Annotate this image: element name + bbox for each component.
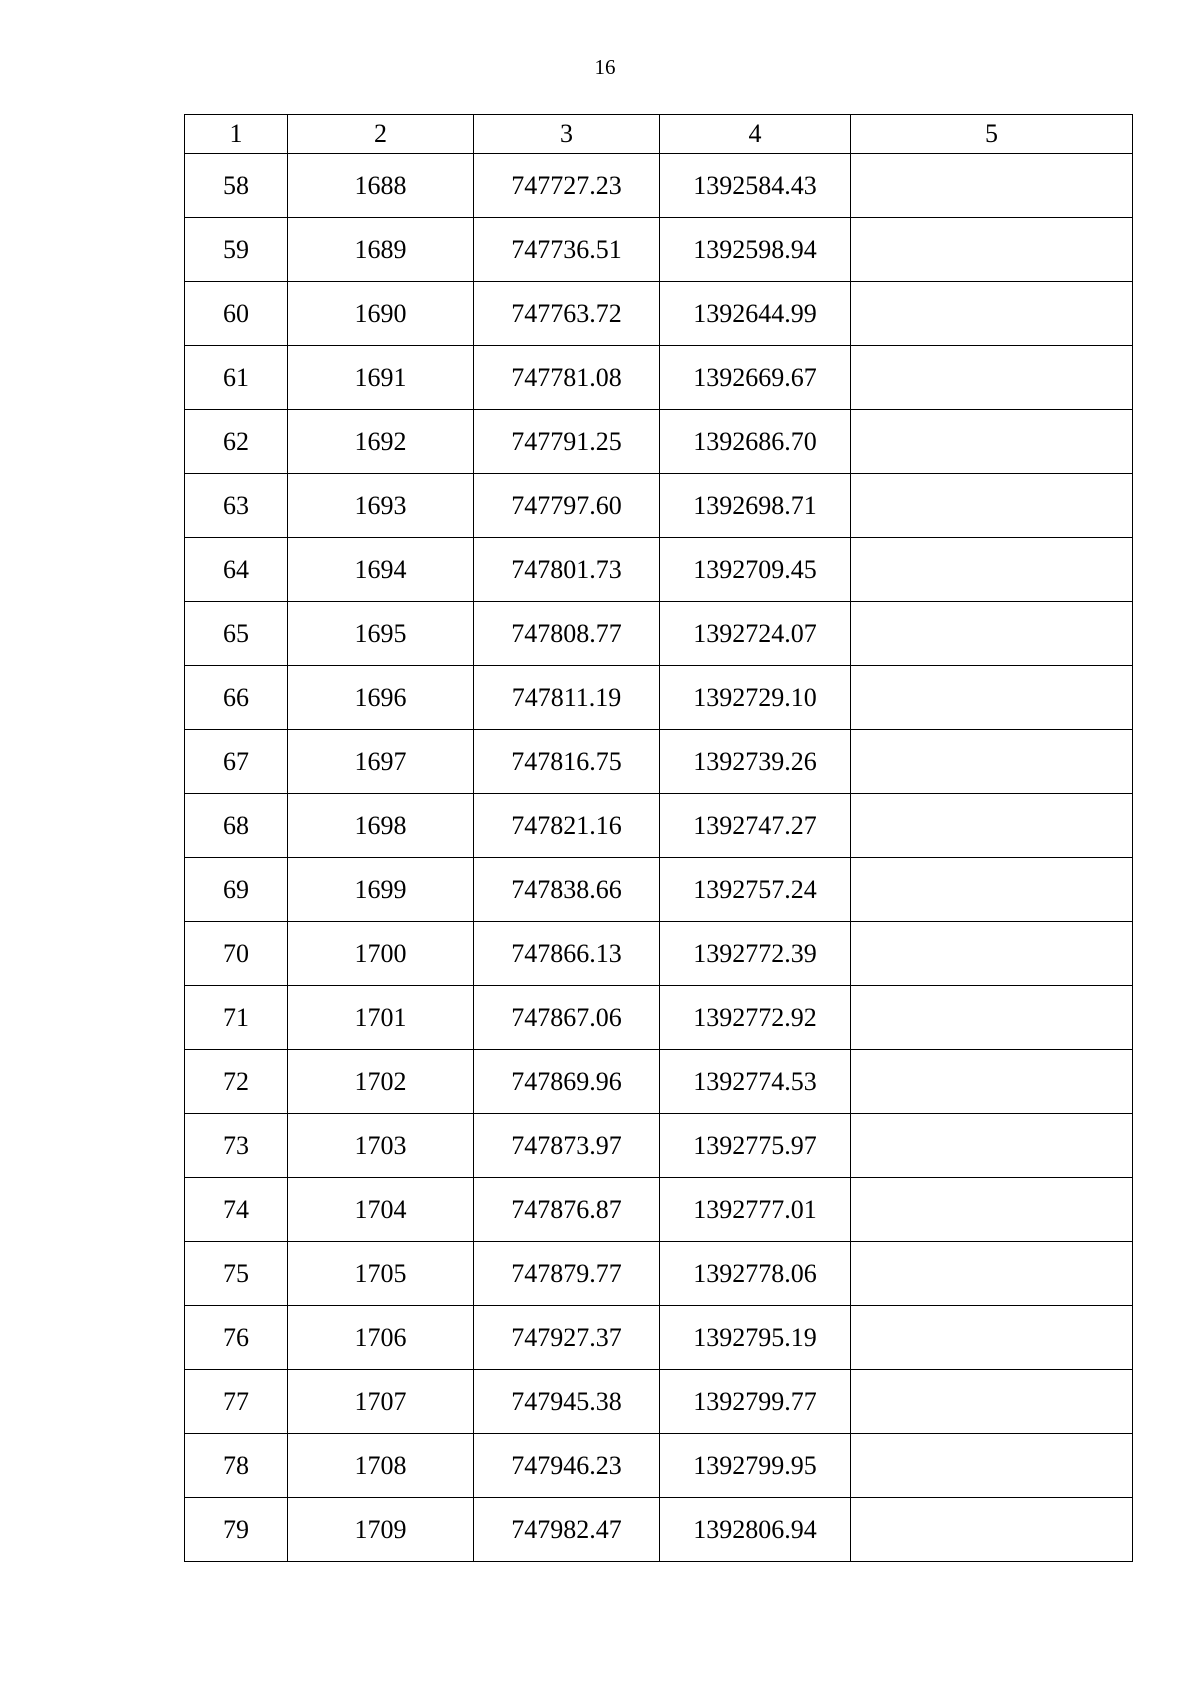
page-number: 16 <box>594 55 616 79</box>
table-cell <box>851 858 1133 922</box>
table-cell <box>851 730 1133 794</box>
table-cell: 1697 <box>288 730 474 794</box>
table-cell: 1392709.45 <box>660 538 851 602</box>
table-cell <box>851 346 1133 410</box>
table-cell: 747781.08 <box>474 346 660 410</box>
table-cell: 747808.77 <box>474 602 660 666</box>
table-cell <box>851 922 1133 986</box>
table-cell: 1392775.97 <box>660 1114 851 1178</box>
table-cell: 747879.77 <box>474 1242 660 1306</box>
table-cell: 1392799.77 <box>660 1370 851 1434</box>
table-cell: 1392778.06 <box>660 1242 851 1306</box>
table-cell: 747811.19 <box>474 666 660 730</box>
table-cell: 1392669.67 <box>660 346 851 410</box>
table-cell <box>851 1434 1133 1498</box>
table-body <box>185 154 1133 1562</box>
table-cell: 1392686.70 <box>660 410 851 474</box>
table-cell: 1704 <box>288 1178 474 1242</box>
table-cell: 1392799.95 <box>660 1434 851 1498</box>
table-cell: 747867.06 <box>474 986 660 1050</box>
table-cell <box>851 1178 1133 1242</box>
table-cell: 747797.60 <box>474 474 660 538</box>
table-row <box>185 986 1133 1050</box>
table-cell: 1392698.71 <box>660 474 851 538</box>
table-cell: 1694 <box>288 538 474 602</box>
table-cell: 77 <box>185 1370 288 1434</box>
table-row <box>185 1370 1133 1434</box>
table-cell: 1392729.10 <box>660 666 851 730</box>
table-cell: 1392777.01 <box>660 1178 851 1242</box>
column-header: 5 <box>851 115 1133 154</box>
table-cell: 1700 <box>288 922 474 986</box>
table-cell <box>851 474 1133 538</box>
table-row <box>185 1498 1133 1562</box>
table-cell <box>851 602 1133 666</box>
table-cell <box>851 1370 1133 1434</box>
table-cell <box>851 410 1133 474</box>
table-cell: 1698 <box>288 794 474 858</box>
table-cell: 747821.16 <box>474 794 660 858</box>
table-row <box>185 538 1133 602</box>
table-cell: 747982.47 <box>474 1498 660 1562</box>
table-cell: 59 <box>185 218 288 282</box>
table-cell: 1702 <box>288 1050 474 1114</box>
table-row <box>185 474 1133 538</box>
table-cell: 1707 <box>288 1370 474 1434</box>
table-cell: 1392772.92 <box>660 986 851 1050</box>
table-cell <box>851 1498 1133 1562</box>
table-cell: 1701 <box>288 986 474 1050</box>
table-cell: 747763.72 <box>474 282 660 346</box>
table-header <box>185 115 1133 154</box>
table-cell: 747736.51 <box>474 218 660 282</box>
table-cell <box>851 538 1133 602</box>
table-cell: 61 <box>185 346 288 410</box>
table-cell: 70 <box>185 922 288 986</box>
column-header: 4 <box>660 115 851 154</box>
table-cell: 1392774.53 <box>660 1050 851 1114</box>
table-cell: 1392644.99 <box>660 282 851 346</box>
table-cell: 1705 <box>288 1242 474 1306</box>
table-cell: 747876.87 <box>474 1178 660 1242</box>
table-cell: 747866.13 <box>474 922 660 986</box>
table-cell: 1708 <box>288 1434 474 1498</box>
table-row <box>185 218 1133 282</box>
table-cell <box>851 218 1133 282</box>
table-cell: 66 <box>185 666 288 730</box>
table-cell: 1692 <box>288 410 474 474</box>
table-cell: 62 <box>185 410 288 474</box>
table-cell: 65 <box>185 602 288 666</box>
table-cell: 75 <box>185 1242 288 1306</box>
table-cell: 1688 <box>288 154 474 218</box>
table-row <box>185 922 1133 986</box>
table-row <box>185 1434 1133 1498</box>
table-cell <box>851 282 1133 346</box>
table-row <box>185 730 1133 794</box>
table-cell: 1689 <box>288 218 474 282</box>
table-row <box>185 794 1133 858</box>
table-cell: 78 <box>185 1434 288 1498</box>
table-cell: 747816.75 <box>474 730 660 794</box>
table-cell <box>851 1242 1133 1306</box>
table-cell: 76 <box>185 1306 288 1370</box>
column-header: 3 <box>474 115 660 154</box>
table-cell: 1691 <box>288 346 474 410</box>
coordinates-table <box>184 114 1133 1562</box>
table-cell: 1695 <box>288 602 474 666</box>
table-cell: 1706 <box>288 1306 474 1370</box>
table-cell: 1693 <box>288 474 474 538</box>
table-cell: 71 <box>185 986 288 1050</box>
table-cell: 747945.38 <box>474 1370 660 1434</box>
table-cell: 747873.97 <box>474 1114 660 1178</box>
header-row <box>185 115 1133 154</box>
table-row <box>185 1050 1133 1114</box>
table-cell: 1690 <box>288 282 474 346</box>
table-row <box>185 666 1133 730</box>
table-cell: 1392757.24 <box>660 858 851 922</box>
table-cell: 1392584.43 <box>660 154 851 218</box>
table-cell: 79 <box>185 1498 288 1562</box>
table-cell <box>851 154 1133 218</box>
table-cell: 1703 <box>288 1114 474 1178</box>
table-cell: 747791.25 <box>474 410 660 474</box>
table-cell: 58 <box>185 154 288 218</box>
table-cell: 64 <box>185 538 288 602</box>
table-cell <box>851 986 1133 1050</box>
table-row <box>185 602 1133 666</box>
table-cell: 68 <box>185 794 288 858</box>
table-row <box>185 346 1133 410</box>
table-row <box>185 410 1133 474</box>
table-cell: 67 <box>185 730 288 794</box>
table-cell: 747869.96 <box>474 1050 660 1114</box>
table-cell: 1709 <box>288 1498 474 1562</box>
table-cell: 747927.37 <box>474 1306 660 1370</box>
table-cell: 1392598.94 <box>660 218 851 282</box>
table-cell: 1392747.27 <box>660 794 851 858</box>
table-row <box>185 858 1133 922</box>
table-cell: 747801.73 <box>474 538 660 602</box>
table-cell: 747838.66 <box>474 858 660 922</box>
table-cell: 69 <box>185 858 288 922</box>
table-cell: 747946.23 <box>474 1434 660 1498</box>
table-cell: 1392806.94 <box>660 1498 851 1562</box>
table-cell <box>851 1306 1133 1370</box>
table-cell: 1699 <box>288 858 474 922</box>
table-cell: 60 <box>185 282 288 346</box>
table-cell: 1392772.39 <box>660 922 851 986</box>
table-cell: 1696 <box>288 666 474 730</box>
table-row <box>185 1306 1133 1370</box>
table-cell: 747727.23 <box>474 154 660 218</box>
table-row <box>185 282 1133 346</box>
table-cell: 74 <box>185 1178 288 1242</box>
column-header: 2 <box>288 115 474 154</box>
table-cell <box>851 794 1133 858</box>
column-header: 1 <box>185 115 288 154</box>
table-cell <box>851 1050 1133 1114</box>
table-cell: 1392724.07 <box>660 602 851 666</box>
table-cell: 63 <box>185 474 288 538</box>
table-row <box>185 1178 1133 1242</box>
table-row <box>185 1114 1133 1178</box>
table-cell <box>851 1114 1133 1178</box>
table-cell: 72 <box>185 1050 288 1114</box>
table-cell: 1392795.19 <box>660 1306 851 1370</box>
table-row <box>185 154 1133 218</box>
table-row <box>185 1242 1133 1306</box>
table-cell <box>851 666 1133 730</box>
table-cell: 1392739.26 <box>660 730 851 794</box>
table-cell: 73 <box>185 1114 288 1178</box>
